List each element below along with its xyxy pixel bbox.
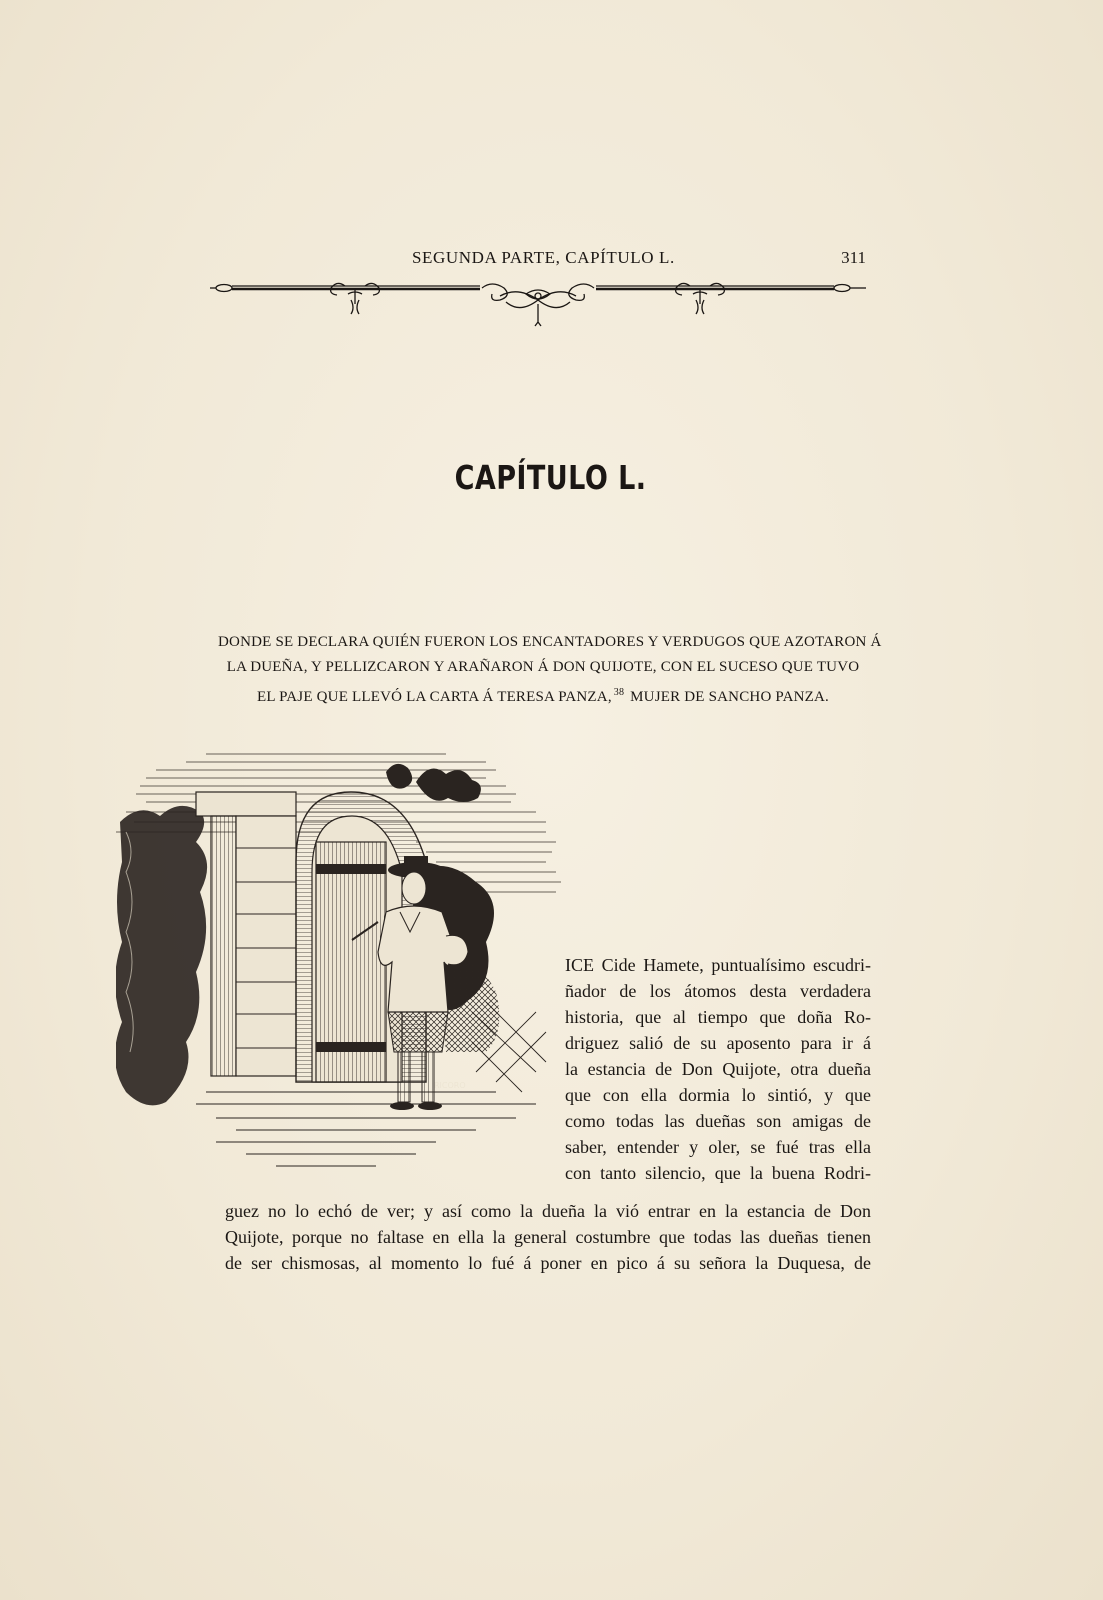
summary-line-text: EL PAJE QUE LLEVÓ LA CARTA Á TERESA PANZA, — [256, 689, 612, 705]
text-line: que con ella dormia lo sintió, y que — [565, 1085, 871, 1105]
text-line: historia, que al tiempo que doña Ro- — [565, 1007, 871, 1027]
text-line: driguez salió de su aposento para ir á — [565, 1033, 871, 1053]
running-title: SEGUNDA PARTE, CAPÍTULO L. — [412, 248, 675, 267]
text-line: Quijote, porque no faltase en ella la general costumbre que todas las dueñas tienen — [225, 1227, 871, 1247]
text-line: ICE Cide Hamete, puntualísimo escudri- — [565, 955, 871, 975]
text-line: de ser chismosas, al momento lo fué á poner en pico á su señora la Duquesa, de — [225, 1253, 871, 1273]
running-head — [216, 246, 866, 274]
text-line: la estancia de Don Quijote, otra dueña — [565, 1059, 871, 1079]
summary-line: DONDE SE DECLARA QUIÉN FUERON LOS ENCANTADORES Y VERDUGOS QUE AZOTARON Á — [218, 634, 882, 650]
text-line: guez no lo echó de ver; y así como la dueña la vió entrar en la estancia de Don — [225, 1201, 871, 1221]
summary-line — [218, 680, 868, 710]
text-line: ñador de los átomos desta verdadera — [565, 981, 871, 1001]
illustrated-initial — [116, 752, 561, 1192]
summary-line-text: MUJER DE SANCHO PANZA. — [626, 689, 830, 705]
engraver-signature: RICORO — [434, 1081, 466, 1090]
text-line: con tanto silencio, que la buena Rodri- — [565, 1163, 871, 1183]
text-line: saber, entender y oler, se fué tras ella — [565, 1137, 871, 1157]
text-line: como todas las dueñas son amigas de — [565, 1111, 871, 1131]
summary-line: LA DUEÑA, Y PELLIZCARON Y ARAÑARON Á DON QUIJOTE, CON EL SUCESO QUE TUVO — [226, 659, 860, 675]
chapter-summary — [218, 630, 882, 710]
page-number: 311 — [841, 248, 866, 267]
engraving-initial-d — [116, 752, 561, 1192]
footnote-marker: 38 — [613, 687, 625, 698]
chapter-title: CAPÍTULO L. — [454, 458, 647, 497]
header-ornament — [210, 280, 866, 336]
